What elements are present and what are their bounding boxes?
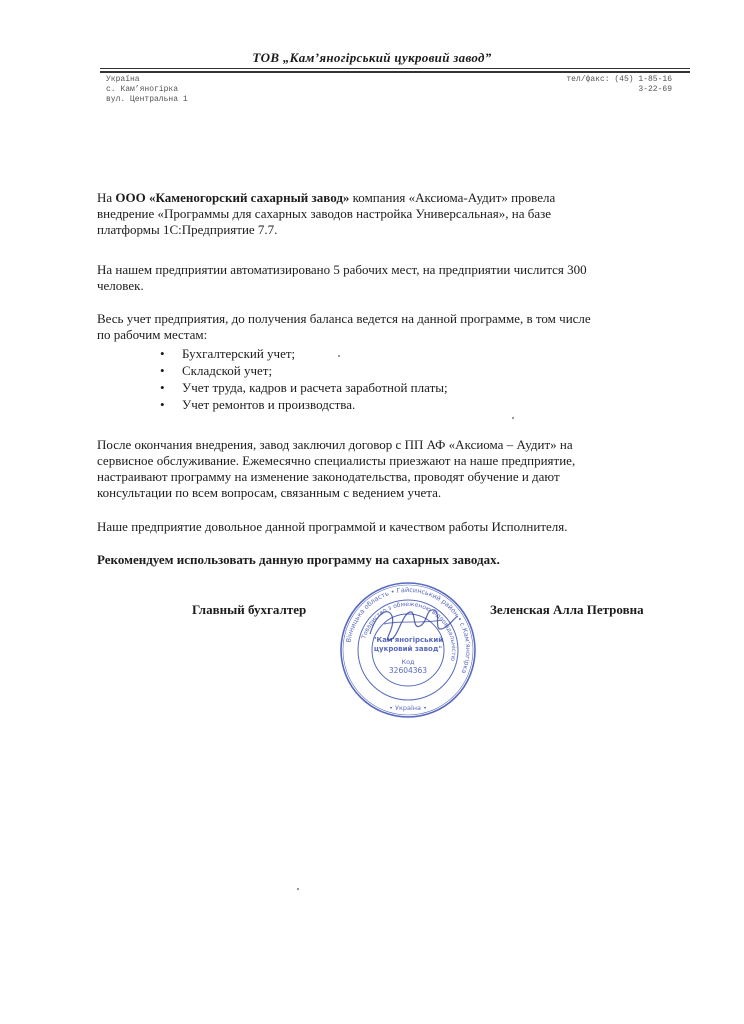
- paragraph-implementation: [97, 190, 657, 238]
- list-item: • Бухгалтерский учет;: [160, 345, 448, 362]
- paragraph-line: человек.: [97, 278, 144, 293]
- paragraph-accounting: [97, 311, 657, 343]
- handwritten-signature: [362, 594, 462, 654]
- stamp-country: • Україна •: [389, 704, 427, 712]
- signer-name: Зеленская Алла Петровна: [490, 602, 644, 617]
- address-country: Україна: [106, 75, 140, 84]
- stamp-center-line-2: цукровий завод": [373, 645, 443, 653]
- stamp-outer-text: Вінницька область • Гайсинський район • с.Кам'яногірка: [344, 585, 473, 675]
- paragraph-line: Наше предприятие довольное данной программой и качеством работы Исполнителя.: [97, 519, 568, 534]
- company-name: ООО «Каменогорский сахарный завод»: [115, 190, 350, 205]
- paragraph-line: платформы 1С:Предприятие 7.7.: [97, 222, 278, 237]
- list-item: • Складской учет;: [160, 362, 448, 379]
- paragraph-line: [97, 190, 657, 206]
- recommendation: Рекомендуем использовать данную программу на сахарных заводах.: [97, 552, 500, 567]
- paragraph-line: После окончания внедрения, завод заключил договор с ПП АФ «Аксиома – Аудит» на: [97, 437, 573, 452]
- phone-line-2: 3-22-69: [638, 85, 672, 94]
- paragraph-line: Весь учет предприятия, до получения баланса ведется на данной программе, в том числе: [97, 311, 591, 326]
- paragraph-line: внедрение «Программы для сахарных заводов настройка Универсальная», на базе: [97, 206, 552, 221]
- stamp-center-line-1: "Кам'яногірський: [372, 636, 444, 644]
- paragraph-line: сервисное обслуживание. Ежемесячно специалисты приезжают на наше предприятие,: [97, 453, 576, 468]
- address-street: вул. Центральна 1: [106, 95, 188, 104]
- letterhead-company: ТОВ „Кам’яногірський цукровий завод”: [252, 50, 492, 65]
- paragraph-satisfaction: [97, 519, 657, 535]
- list-item: • Учет ремонтов и производства.: [160, 396, 448, 413]
- stamp-code-label: Код: [401, 658, 415, 666]
- letterhead-rule-thick: [100, 71, 690, 73]
- text-fragment: компания «Аксиома-Аудит» провела: [349, 190, 556, 205]
- text-fragment: На: [97, 190, 116, 205]
- stamp-middle-text: Товариство з обмеженою відповідальністю: [360, 600, 458, 662]
- paragraph-workplaces: [97, 262, 657, 294]
- letterhead-phone: [540, 75, 672, 95]
- paragraph-service: [97, 437, 657, 501]
- scan-speck: [338, 355, 340, 357]
- phone-line-1: тел/факс: (45) 1-85-16: [566, 75, 672, 84]
- stamp-code: 32604363: [388, 666, 428, 675]
- paragraph-line: консультации по всем вопросам, связанным с ведением учета.: [97, 485, 442, 500]
- address-village: с. Кам’яногірка: [106, 85, 179, 94]
- scan-speck: [297, 888, 299, 890]
- letterhead-rule-thin: [100, 68, 690, 69]
- paragraph-line: настраивают программу на изменение законодательства, проводят обучение и дают: [97, 469, 560, 484]
- list-item: • Учет труда, кадров и расчета заработной платы;: [160, 379, 448, 396]
- letterhead-address: [106, 75, 188, 105]
- paragraph-line: На нашем предприятии автоматизировано 5 рабочих мест, на предприятии числится 300: [97, 262, 587, 277]
- scan-speck: [512, 417, 514, 419]
- signer-title: Главный бухгалтер: [192, 602, 307, 617]
- paragraph-line: по рабочим местам:: [97, 327, 208, 342]
- accounting-list: [160, 345, 448, 413]
